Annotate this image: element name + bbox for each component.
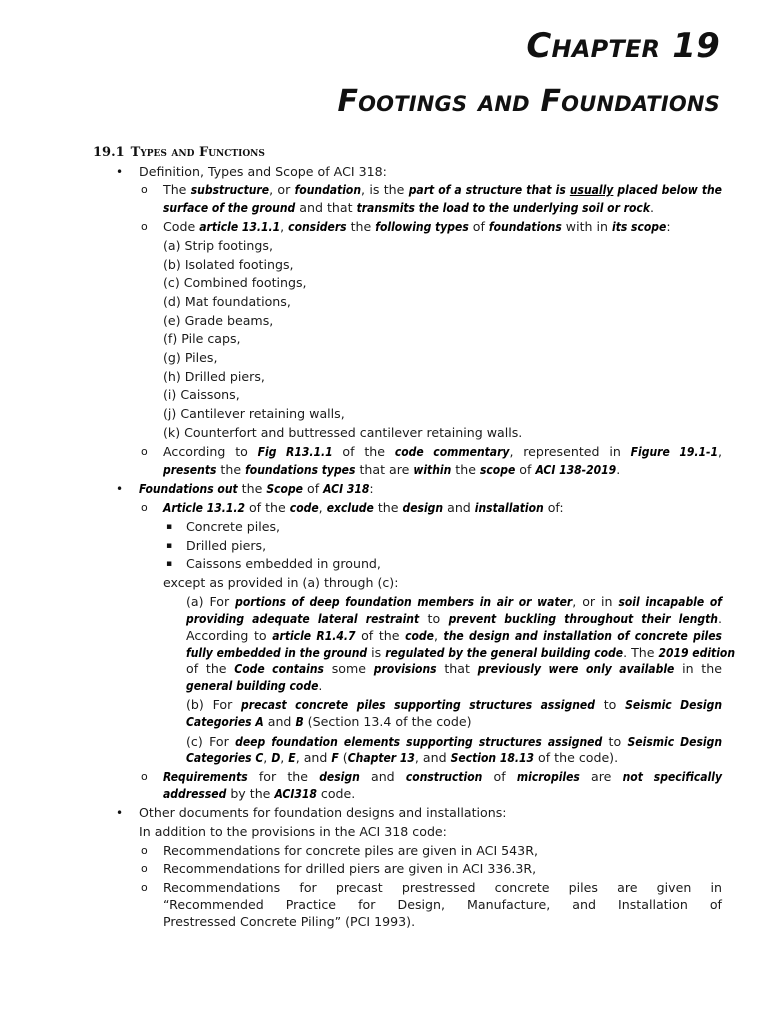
bullet-disc: • bbox=[116, 482, 124, 496]
body-line: surface of the ground and that transmits the load to the underlying soil or rock. bbox=[163, 200, 655, 215]
body-line: Article 13.1.2 of the code, exclude the design and installation of: bbox=[163, 500, 564, 515]
list-item: (a) Strip footings, bbox=[163, 238, 273, 253]
body-line: In addition to the provisions in the ACI 318 code: bbox=[139, 824, 447, 839]
list-item: (f) Pile caps, bbox=[163, 331, 241, 346]
body-line: According to Fig R13.1.1 of the code commentary, represented in Figure 19.1-1, bbox=[163, 444, 722, 459]
list-item: (e) Grade beams, bbox=[163, 313, 274, 328]
bullet-circle: o bbox=[141, 220, 148, 233]
bullet-circle: o bbox=[141, 445, 148, 458]
body-line: presents the foundations types that are within the scope of ACI 138-2019. bbox=[163, 462, 621, 477]
bullet-square: ▪ bbox=[166, 522, 173, 532]
list-item: (g) Piles, bbox=[163, 350, 218, 365]
body-line: According to article R1.4.7 of the code, the design and installation of concrete piles bbox=[186, 628, 722, 643]
body-line: Requirements for the design and construction of micropiles are not specifically bbox=[163, 769, 722, 784]
list-item: (d) Mat foundations, bbox=[163, 294, 291, 309]
body-line: except as provided in (a) through (c): bbox=[163, 575, 399, 590]
list-item: (c) Combined footings, bbox=[163, 275, 307, 290]
bullet-circle: o bbox=[141, 501, 148, 514]
body-line: Categories A and B (Section 13.4 of the code) bbox=[186, 714, 472, 729]
body-line: of the Code contains some provisions that previously were only available in the bbox=[186, 661, 722, 676]
list-item: Recommendations for precast prestressed concrete piles are given in bbox=[163, 880, 722, 895]
list-item: Recommendations for drilled piers are given in ACI 336.3R, bbox=[163, 861, 537, 876]
section-number: 19.1 bbox=[93, 145, 125, 160]
body-line: (a) For portions of deep foundation members in air or water, or in soil incapable of bbox=[186, 594, 722, 609]
body-line: Other documents for foundation designs and installations: bbox=[139, 805, 507, 820]
body-line: (b) For precast concrete piles supporting structures assigned to Seismic Design bbox=[186, 697, 722, 712]
body-line: Definition, Types and Scope of ACI 318: bbox=[139, 164, 387, 179]
bullet-circle: o bbox=[141, 862, 148, 875]
list-item: (j) Cantilever retaining walls, bbox=[163, 406, 345, 421]
body-line: Code article 13.1.1, considers the following types of foundations with in its scope: bbox=[163, 219, 671, 234]
section-title: Types and Functions bbox=[130, 145, 265, 160]
list-item: (i) Caissons, bbox=[163, 387, 240, 402]
bullet-circle: o bbox=[141, 881, 148, 894]
bullet-square: ▪ bbox=[166, 559, 173, 569]
chapter-number: Chapter 19 bbox=[526, 26, 720, 66]
list-item: (b) Isolated footings, bbox=[163, 257, 294, 272]
body-line: Prestressed Concrete Piling” (PCI 1993). bbox=[163, 914, 416, 929]
body-line: providing adequate lateral restraint to prevent buckling throughout their length. bbox=[186, 611, 722, 626]
body-line: fully embedded in the ground is regulated by the general building code. The 2019 edition bbox=[186, 645, 736, 660]
bullet-square: ▪ bbox=[166, 541, 173, 551]
chapter-title: Footings and Foundations bbox=[337, 84, 720, 119]
list-item: (k) Counterfort and buttressed cantilever retaining walls. bbox=[163, 425, 523, 440]
list-item: Caissons embedded in ground, bbox=[186, 556, 381, 571]
body-line: The substructure, or foundation, is the part of a structure that is usually placed below the bbox=[163, 182, 722, 197]
body-line: general building code. bbox=[186, 678, 323, 693]
body-line: Categories C, D, E, and F (Chapter 13, and Section 18.13 of the code). bbox=[186, 750, 619, 765]
bullet-circle: o bbox=[141, 844, 148, 857]
list-item: Concrete piles, bbox=[186, 519, 281, 534]
bullet-circle: o bbox=[141, 183, 148, 196]
bullet-circle: o bbox=[141, 770, 148, 783]
body-line: “Recommended Practice for Design, Manufacture, and Installation of bbox=[163, 897, 722, 912]
bullet-disc: • bbox=[116, 806, 124, 820]
list-item: (h) Drilled piers, bbox=[163, 369, 265, 384]
list-item: Recommendations for concrete piles are given in ACI 543R, bbox=[163, 843, 538, 858]
body-line: (c) For deep foundation elements supporting structures assigned to Seismic Design bbox=[186, 734, 723, 749]
bullet-disc: • bbox=[116, 165, 124, 179]
list-item: Drilled piers, bbox=[186, 538, 267, 553]
section-heading bbox=[93, 145, 265, 160]
body-line: addressed by the ACI318 code. bbox=[163, 786, 356, 801]
body-line: Foundations out the Scope of ACI 318: bbox=[139, 481, 374, 496]
